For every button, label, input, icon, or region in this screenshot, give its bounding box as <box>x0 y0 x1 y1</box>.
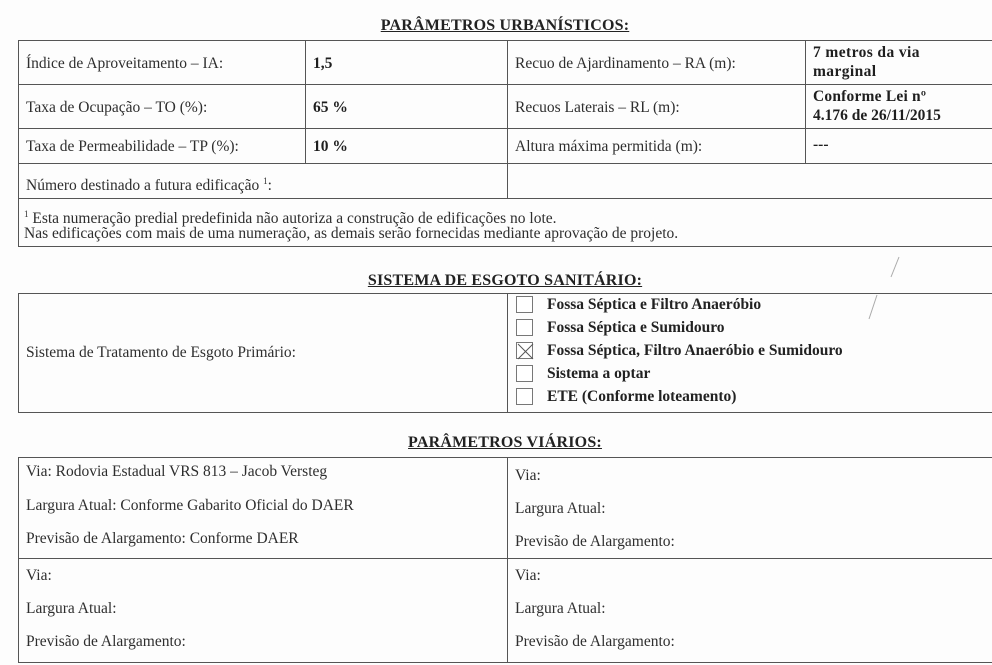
checkbox-fossa-filtro[interactable] <box>516 296 533 313</box>
row-divider <box>18 163 992 164</box>
altura-value: --- <box>813 136 829 153</box>
column-divider <box>805 40 806 163</box>
road4-previsao: Previsão de Alargamento: <box>515 633 675 650</box>
rl-value-line2: 4.176 de 26/11/2015 <box>813 107 941 124</box>
road3-via: Via: <box>26 567 52 584</box>
footnote-mark: 1 <box>24 209 29 219</box>
table-border <box>18 40 19 246</box>
ra-value-line1: 7 metros da via <box>813 44 920 61</box>
numero-label-text: Número destinado a futura edificação <box>26 177 260 194</box>
rl-label: Recuos Laterais – RL (m): <box>515 99 680 116</box>
sewage-system-title: SISTEMA DE ESGOTO SANITÁRIO: <box>367 272 643 289</box>
rl-value-line1: Conforme Lei nº <box>813 88 927 105</box>
option-fossa-sumidouro: Fossa Séptica e Sumidouro <box>547 319 725 336</box>
table-border <box>18 293 19 412</box>
checkbox-sistema-optar[interactable] <box>516 365 533 382</box>
row-divider <box>18 84 992 85</box>
column-divider <box>507 40 508 198</box>
checkbox-fossa-sumidouro[interactable] <box>516 319 533 336</box>
table-border <box>18 457 19 662</box>
option-fossa-filtro: Fossa Séptica e Filtro Anaeróbio <box>547 296 762 313</box>
footnote-line1-text: Esta numeração predial predefinida não autoriza a construção de edificações no lote. <box>32 210 557 227</box>
table-border <box>18 457 992 458</box>
ia-value: 1,5 <box>313 55 333 72</box>
urban-parameters-title: PARÂMETROS URBANÍSTICOS: <box>380 17 630 34</box>
option-fossa-filtro-sumidouro: Fossa Séptica, Filtro Anaeróbio e Sumidouro <box>547 342 843 359</box>
pen-stroke-mark <box>855 255 905 330</box>
road1-previsao: Previsão de Alargamento: Conforme DAER <box>26 530 299 547</box>
table-border <box>18 40 992 41</box>
row-divider <box>18 558 992 559</box>
road1-via: Via: Rodovia Estadual VRS 813 – Jacob Versteg <box>26 463 328 480</box>
table-border <box>18 662 992 663</box>
ra-label: Recuo de Ajardinamento – RA (m): <box>515 55 736 72</box>
tp-value: 10 % <box>313 138 348 155</box>
numero-label-colon: : <box>267 177 272 194</box>
footnote-line2: Nas edificações com mais de uma numeração, as demais serão fornecidas mediante aprovação de projeto. <box>24 225 679 242</box>
checkbox-fossa-filtro-sumidouro[interactable] <box>516 342 533 359</box>
road-parameters-title: PARÂMETROS VIÁRIOS: <box>408 434 602 451</box>
to-value: 65 % <box>313 99 348 116</box>
to-label: Taxa de Ocupação – TO (%): <box>26 99 208 116</box>
table-border <box>18 246 992 247</box>
road2-previsao: Previsão de Alargamento: <box>515 533 675 550</box>
numero-label <box>26 172 272 195</box>
checkbox-ete[interactable] <box>516 388 533 405</box>
road3-previsao: Previsão de Alargamento: <box>26 633 186 650</box>
column-divider <box>305 40 306 163</box>
altura-label: Altura máxima permitida (m): <box>515 138 703 155</box>
footnote-ref: 1 <box>263 176 268 186</box>
ra-value-line2: marginal <box>813 63 877 80</box>
checked-x-icon <box>517 343 534 360</box>
option-ete: ETE (Conforme loteamento) <box>547 388 737 405</box>
road1-largura: Largura Atual: Conforme Gabarito Oficial do DAER <box>26 497 354 514</box>
table-border <box>18 293 992 294</box>
row-divider <box>18 198 992 199</box>
ia-label: Índice de Aproveitamento – IA: <box>26 55 224 72</box>
road3-largura: Largura Atual: <box>26 600 117 617</box>
option-sistema-optar: Sistema a optar <box>547 365 651 382</box>
road4-via: Via: <box>515 567 541 584</box>
column-divider <box>507 293 508 412</box>
sewage-system-label: Sistema de Tratamento de Esgoto Primário: <box>26 344 296 361</box>
road4-largura: Largura Atual: <box>515 600 606 617</box>
road2-via: Via: <box>515 467 541 484</box>
road2-largura: Largura Atual: <box>515 500 606 517</box>
table-border <box>18 412 992 413</box>
tp-label: Taxa de Permeabilidade – TP (%): <box>26 138 239 155</box>
column-divider <box>507 457 508 662</box>
row-divider <box>18 128 992 129</box>
